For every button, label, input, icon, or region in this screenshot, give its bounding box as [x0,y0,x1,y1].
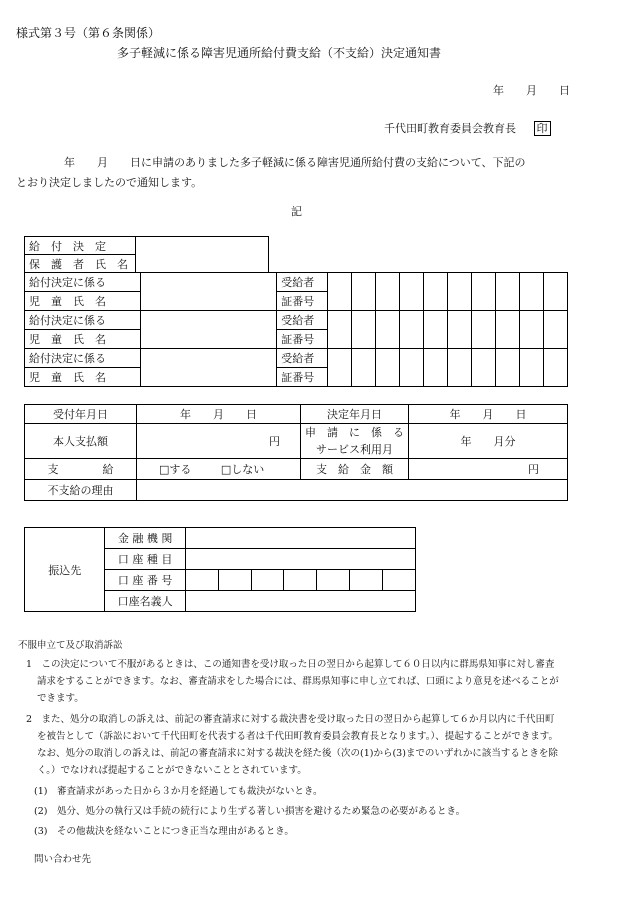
cert-digit[interactable] [472,311,496,349]
cert-digit[interactable] [424,349,448,387]
cert-digit[interactable] [520,273,544,311]
cert-digit[interactable] [448,349,472,387]
child-label-2: 児 童 氏 名 [25,330,141,349]
body-line-2: とおり決定しましたので通知します。 [16,176,203,189]
cert-digit[interactable] [472,349,496,387]
note-item-2: (2) 処分、処分の執行又は手続の続行により生ずる著しい損害を避けるため緊急の必要があるとき。 [34,806,466,817]
account-digit[interactable] [218,570,251,591]
note-2-line-1: 2 また、処分の取消しの訴えは、前記の審査請求に対する裁決書を受け取った日の翌日から起算して６か月以内に千代田町 [26,714,555,725]
form-number: 様式第３号（第６条関係） [16,26,161,40]
document-title: 多子軽減に係る障害児通所給付費支給（不支給）決定通知書 [117,46,442,60]
child-name-cell[interactable] [140,349,277,387]
account-holder-label: 口座名義人 [105,591,185,612]
account-type-label: 口 座 種 目 [105,549,185,570]
children-table [24,272,568,387]
cert-digit[interactable] [352,311,376,349]
guardian-table [24,236,269,273]
note-2-line-2: を被告として（訴訟において千代田町を代表する者は千代田町教育委員会教育長となります。）、提起することができます。 [37,731,558,742]
note-1-line-2: 請求をすることができます。なお、審査請求をした場合には、群馬県知事に申し立てれば、口頭により意見を述べることが [37,676,559,687]
cert-label-1: 受給者 [277,311,328,330]
cert-digit[interactable] [400,311,424,349]
note-1-line-3: できます。 [37,693,84,704]
reason-value[interactable] [137,480,568,501]
cert-digit[interactable] [424,273,448,311]
service-month-value[interactable]: 年 月分 [409,424,568,459]
payment-no-checkbox[interactable]: □しない [220,463,265,476]
cert-digit[interactable] [352,349,376,387]
cert-digit[interactable] [543,311,567,349]
amount-value[interactable]: 円 [409,459,568,480]
service-month-label [301,424,409,459]
guardian-label-1: 給 付 決 定 [25,237,136,255]
cert-digit[interactable] [328,349,352,387]
child-label-2: 児 童 氏 名 [25,368,141,387]
issuer-label: 千代田町教育委員会教育長 [384,122,516,135]
cert-digit[interactable] [543,349,567,387]
payment-label: 支 給 [25,459,137,480]
cert-digit[interactable] [352,273,376,311]
received-date-label: 受付年月日 [25,405,137,424]
service-label-line-1: 申 請 に 係 る [305,426,404,439]
service-label-line-2: サービス利用月 [316,443,393,456]
decision-date-label: 決定年月日 [301,405,409,424]
cert-label-1: 受給者 [277,349,328,368]
account-holder-value[interactable] [185,591,415,612]
received-date-value[interactable]: 年 月 日 [137,405,301,424]
issue-date: 年 月 日 [493,84,570,97]
note-item-1: (1) 審査請求があった日から３か月を経過しても裁決がないとき。 [34,786,323,797]
cert-digit[interactable] [376,349,400,387]
contact-label: 問い合わせ先 [34,854,92,865]
decision-date-value[interactable]: 年 月 日 [409,405,568,424]
cert-digit[interactable] [472,273,496,311]
cert-digit[interactable] [400,349,424,387]
payment-options [137,459,301,480]
bank-value[interactable] [185,528,415,549]
issuer-name [384,120,551,136]
cert-digit[interactable] [400,273,424,311]
seal-mark: 印 [534,121,551,136]
cert-digit[interactable] [496,273,520,311]
account-digit[interactable] [383,570,416,591]
cert-digit[interactable] [376,311,400,349]
child-name-cell[interactable] [140,311,277,349]
child-label-1: 給付決定に係る [25,349,141,368]
cert-digit[interactable] [543,273,567,311]
child-label-1: 給付決定に係る [25,311,141,330]
note-1-line-1: 1 この決定について不服があるときは、この通知書を受け取った日の翌日から起算して６０日以内に群馬県知事に対し審査 [26,659,555,670]
transfer-label: 振込先 [25,528,105,612]
account-digit[interactable] [350,570,383,591]
self-pay-value[interactable]: 円 [137,424,301,459]
cert-digit[interactable] [424,311,448,349]
account-type-value[interactable] [185,549,415,570]
cert-digit[interactable] [328,311,352,349]
cert-digit[interactable] [448,273,472,311]
guardian-label-2: 保 護 者 氏 名 [25,255,136,273]
note-item-3: (3) その他裁決を経ないことにつき正当な理由があるとき。 [34,826,294,837]
account-digit[interactable] [251,570,284,591]
child-name-cell[interactable] [140,273,277,311]
body-line-1: 年 月 日に申請のありました多子軽減に係る障害児通所給付費の支給について、下記の [64,156,526,169]
account-digit[interactable] [317,570,350,591]
cert-label-2: 証番号 [277,368,328,387]
note-2-line-3: なお、処分の取消しの訴えは、前記の審査請求に対する裁決を経た後（次の(1)から(3)までのいずれかに該当するときを除 [37,748,558,759]
cert-digit[interactable] [520,311,544,349]
note-2-line-4: く。）でなければ提起することができないこととされています。 [37,765,307,776]
payment-yes-checkbox[interactable]: □する [159,463,192,476]
cert-label-2: 証番号 [277,292,328,311]
child-label-2: 児 童 氏 名 [25,292,141,311]
amount-label: 支 給 金 額 [301,459,409,480]
ki-label: 記 [291,205,302,218]
cert-digit[interactable] [496,349,520,387]
decision-table [24,404,568,501]
cert-digit[interactable] [520,349,544,387]
cert-label-1: 受給者 [277,273,328,292]
transfer-table [24,527,416,612]
cert-digit[interactable] [376,273,400,311]
account-digit[interactable] [185,570,218,591]
self-pay-label: 本人支払額 [25,424,137,459]
cert-digit[interactable] [328,273,352,311]
account-digit[interactable] [284,570,317,591]
guardian-name-cell[interactable] [136,237,269,273]
account-number-label: 口 座 番 号 [105,570,185,591]
cert-digit[interactable] [448,311,472,349]
child-label-1: 給付決定に係る [25,273,141,292]
cert-digit[interactable] [496,311,520,349]
reason-label: 不支給の理由 [25,480,137,501]
cert-label-2: 証番号 [277,330,328,349]
bank-label: 金 融 機 関 [105,528,185,549]
notes-heading: 不服申立て及び取消訴訟 [18,640,123,651]
